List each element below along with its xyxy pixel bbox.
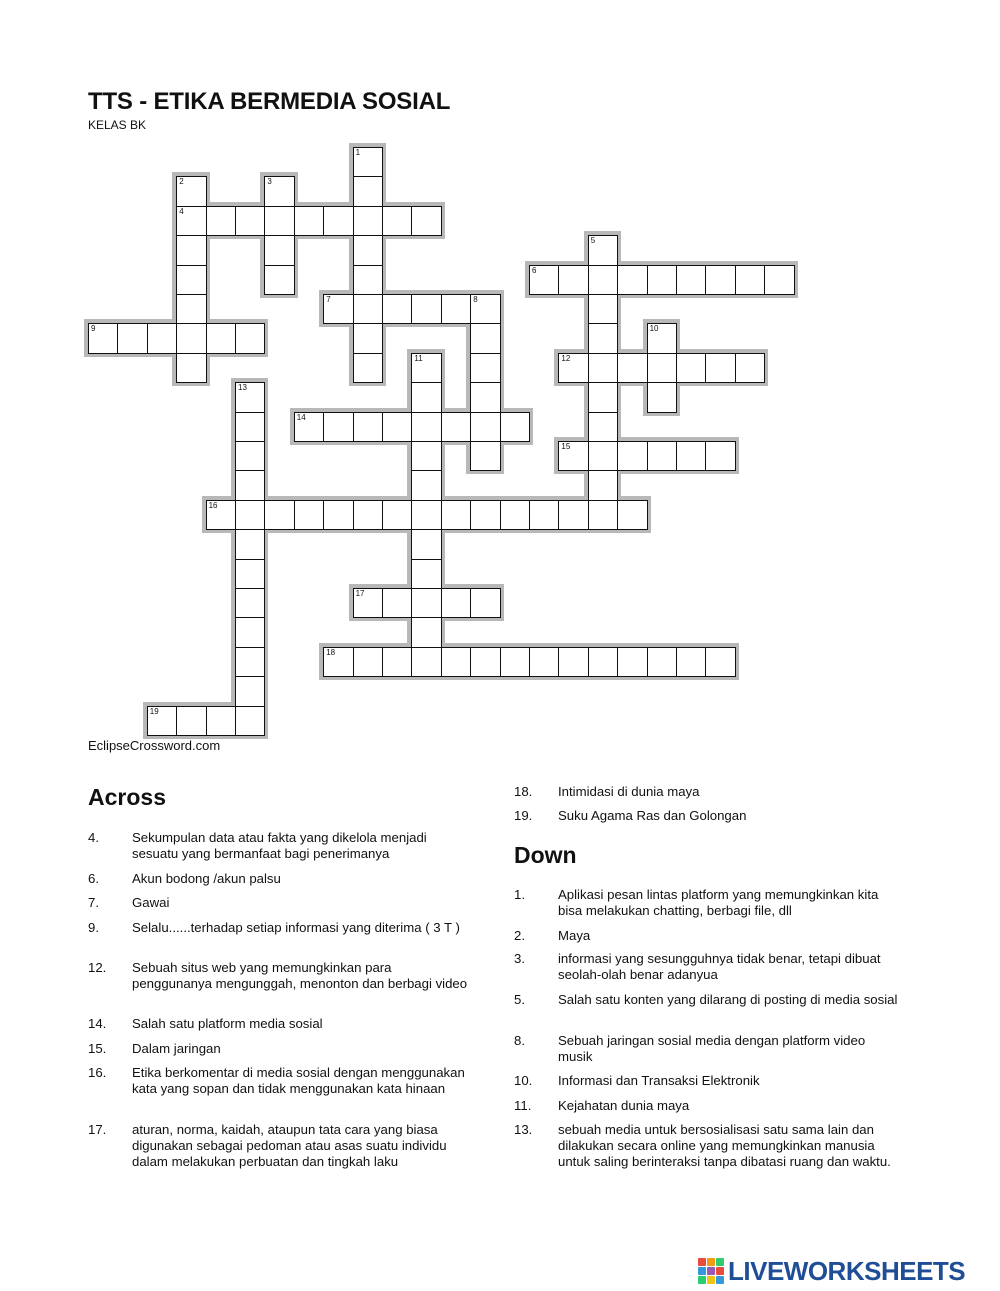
crossword-cell[interactable] (588, 500, 618, 530)
clue-text: Gawai (132, 895, 170, 910)
crossword-cell[interactable] (411, 412, 441, 442)
cell-number: 11 (414, 353, 423, 363)
crossword-cell[interactable] (411, 647, 441, 677)
clue-number: 12. (88, 960, 107, 975)
crossword-cell[interactable] (647, 265, 677, 295)
crossword-cell[interactable] (235, 559, 265, 589)
crossword-cell[interactable] (470, 294, 500, 324)
crossword-cell[interactable] (558, 647, 588, 677)
crossword-cell[interactable] (206, 706, 236, 736)
crossword-cell[interactable] (411, 617, 441, 647)
crossword-cell[interactable] (470, 323, 500, 353)
page-subtitle: KELAS BK (88, 118, 147, 132)
crossword-cell[interactable] (735, 353, 765, 383)
crossword-cell[interactable] (264, 206, 294, 236)
clue-text: Kejahatan dunia maya (558, 1098, 690, 1113)
crossword-cell[interactable] (382, 500, 412, 530)
crossword-cell[interactable] (176, 176, 206, 206)
clue-text: Dalam jaringan (132, 1041, 221, 1056)
crossword-cell[interactable] (676, 353, 706, 383)
crossword-cell[interactable] (558, 353, 588, 383)
crossword-cell[interactable] (588, 353, 618, 383)
crossword-cell[interactable] (441, 412, 471, 442)
crossword-cell[interactable] (647, 441, 677, 471)
clue-number: 19. (514, 808, 533, 823)
clue-text: Sekumpulan data atau fakta yang dikelola menjadi sesuatu yang bermanfaat bagi penerimanya (132, 830, 427, 861)
cell-number: 15 (561, 442, 571, 451)
crossword-cell[interactable] (411, 353, 441, 383)
clue-text: Suku Agama Ras dan Golongan (558, 808, 747, 823)
crossword-cell[interactable] (353, 147, 383, 177)
clue-number: 16. (88, 1065, 107, 1080)
crossword-cell[interactable] (441, 294, 471, 324)
crossword-cell[interactable] (588, 441, 618, 471)
crossword-cell[interactable] (235, 500, 265, 530)
cell-number: 9 (91, 324, 96, 334)
crossword-cell[interactable] (235, 441, 265, 471)
crossword-cell[interactable] (470, 500, 500, 530)
cell-number: 17 (355, 589, 365, 598)
crossword-cell[interactable] (353, 647, 383, 677)
crossword-cell[interactable] (235, 706, 265, 736)
clue-number: 14. (88, 1016, 107, 1031)
crossword-cell[interactable] (176, 706, 206, 736)
crossword-cell[interactable] (353, 235, 383, 265)
crossword-cell[interactable] (558, 265, 588, 295)
crossword-cell[interactable] (529, 647, 559, 677)
cell-number: 2 (179, 177, 184, 187)
crossword-cell[interactable] (411, 206, 441, 236)
clue-number: 18. (514, 784, 533, 799)
crossword-cell[interactable] (264, 500, 294, 530)
crossword-cell[interactable] (676, 647, 706, 677)
cell-number: 8 (473, 295, 478, 304)
crossword-cell[interactable] (764, 265, 794, 295)
cell-number: 7 (326, 295, 331, 304)
crossword-cell[interactable] (588, 647, 618, 677)
cell-number: 4 (179, 206, 184, 216)
crossword-cell[interactable] (235, 470, 265, 500)
crossword-cell[interactable] (588, 470, 618, 500)
crossword-cell[interactable] (147, 706, 177, 736)
crossword-cell[interactable] (88, 323, 118, 353)
crossword-cell[interactable] (235, 382, 265, 412)
crossword-cell[interactable] (470, 588, 500, 618)
clue-text: Etika berkomentar di media sosial dengan menggunakan kata yang sopan dan tidak menggunakan kata hinaan (132, 1065, 465, 1096)
crossword-cell[interactable] (411, 529, 441, 559)
crossword-cell[interactable] (382, 588, 412, 618)
clue-number: 3. (514, 951, 525, 966)
cell-number: 16 (208, 500, 218, 510)
crossword-cell[interactable] (176, 206, 206, 236)
crossword-cell[interactable] (558, 441, 588, 471)
crossword-cell[interactable] (323, 412, 353, 442)
crossword-cell[interactable] (235, 617, 265, 647)
crossword-cell[interactable] (705, 647, 735, 677)
crossword-cell[interactable] (411, 441, 441, 471)
crossword-cell[interactable] (117, 323, 147, 353)
liveworksheets-logo (698, 1255, 966, 1286)
crossword-cell[interactable] (441, 647, 471, 677)
crossword-cell[interactable] (235, 323, 265, 353)
crossword-cell[interactable] (441, 588, 471, 618)
crossword-cell[interactable] (470, 647, 500, 677)
crossword-cell[interactable] (617, 500, 647, 530)
clue-text: Maya (558, 928, 591, 943)
cell-number: 5 (590, 236, 596, 246)
crossword-cell[interactable] (676, 441, 706, 471)
crossword-cell[interactable] (294, 412, 324, 442)
crossword-cell[interactable] (588, 294, 618, 324)
clue-number: 7. (88, 895, 99, 910)
crossword-cell[interactable] (588, 323, 618, 353)
clue-number: 13. (514, 1122, 533, 1137)
crossword-cell[interactable] (411, 559, 441, 589)
clue-text: Salah satu konten yang dilarang di posting di media sosial (558, 992, 898, 1007)
clue-text: Selalu......terhadap setiap informasi yang diterima ( 3 T ) (132, 920, 460, 935)
crossword-cell[interactable] (617, 647, 647, 677)
crossword-cell[interactable] (647, 323, 677, 353)
crossword-cell[interactable] (353, 176, 383, 206)
clue-text: Informasi dan Transaksi Elektronik (558, 1073, 760, 1088)
crossword-cell[interactable] (705, 353, 735, 383)
clue-number: 8. (514, 1033, 525, 1048)
crossword-cell[interactable] (353, 412, 383, 442)
clue-number: 11. (514, 1098, 532, 1113)
cell-number: 1 (355, 148, 361, 157)
cell-number: 3 (267, 177, 272, 187)
crossword-cell[interactable] (353, 500, 383, 530)
logo-grid-icon (698, 1258, 724, 1284)
credit-text: EclipseCrossword.com (88, 738, 221, 753)
cell-number: 14 (296, 412, 306, 422)
cell-number: 12 (561, 353, 571, 363)
crossword-cell[interactable] (411, 294, 441, 324)
crossword-cell[interactable] (323, 294, 353, 324)
cell-number: 10 (649, 324, 659, 334)
crossword-cell[interactable] (176, 265, 206, 295)
crossword-cell[interactable] (470, 382, 500, 412)
crossword-cell[interactable] (588, 412, 618, 442)
crossword-cell[interactable] (705, 441, 735, 471)
crossword-cell[interactable] (353, 294, 383, 324)
crossword-cell[interactable] (235, 412, 265, 442)
crossword-cell[interactable] (470, 353, 500, 383)
crossword-cell[interactable] (617, 353, 647, 383)
across-heading: Across (88, 784, 166, 810)
crossword-cell[interactable] (647, 382, 677, 412)
crossword-cell[interactable] (588, 265, 618, 295)
crossword-cell[interactable] (235, 647, 265, 677)
crossword-cell[interactable] (206, 323, 236, 353)
cell-number: 6 (532, 265, 537, 275)
crossword-cell[interactable] (470, 441, 500, 471)
crossword-cell[interactable] (411, 500, 441, 530)
crossword-cell[interactable] (294, 206, 324, 236)
crossword-cell[interactable] (529, 265, 559, 295)
crossword-cell[interactable] (617, 265, 647, 295)
clue-number: 5. (514, 992, 525, 1007)
page-title: TTS - ETIKA BERMEDIA SOSIAL (88, 88, 451, 115)
crossword-cell[interactable] (353, 323, 383, 353)
crossword-cell[interactable] (500, 500, 530, 530)
clue-number: 9. (88, 920, 99, 935)
clue-number: 6. (88, 871, 99, 886)
crossword-cell[interactable] (588, 235, 618, 265)
crossword-cell[interactable] (441, 500, 471, 530)
crossword-cell[interactable] (235, 588, 265, 618)
clue-number: 2. (514, 928, 525, 943)
cell-number: 13 (238, 383, 247, 393)
crossword-cell[interactable] (264, 176, 294, 206)
crossword-cell[interactable] (353, 206, 383, 236)
crossword-cell[interactable] (206, 500, 236, 530)
crossword-cell[interactable] (647, 353, 677, 383)
crossword-cell[interactable] (382, 647, 412, 677)
crossword-cell[interactable] (323, 206, 353, 236)
crossword-cell[interactable] (235, 529, 265, 559)
crossword-cell[interactable] (294, 500, 324, 530)
crossword-cell[interactable] (588, 382, 618, 412)
crossword-cell[interactable] (176, 235, 206, 265)
crossword-cell[interactable] (235, 676, 265, 706)
down-heading: Down (514, 842, 577, 868)
crossword-cell[interactable] (206, 206, 236, 236)
cell-number: 19 (149, 706, 159, 716)
crossword-cell[interactable] (617, 441, 647, 471)
clue-number: 15. (88, 1041, 107, 1056)
crossword-cell[interactable] (411, 588, 441, 618)
crossword-cell[interactable] (323, 500, 353, 530)
crossword-cell[interactable] (382, 412, 412, 442)
crossword-cell[interactable] (500, 412, 530, 442)
clue-number: 4. (88, 830, 99, 845)
clue-text: sebuah media untuk bersosialisasi satu sama lain dan dilakukan secara online yang memungkinkan manusia untuk saling berinteraksi tanpa dibatasi ruang dan waktu. (558, 1122, 891, 1169)
crossword-cell[interactable] (323, 647, 353, 677)
clue-text: aturan, norma, kaidah, ataupun tata cara yang biasa digunakan sebagai pedoman atau asas suatu individu dalam melakukan perbuatan dan tingkah laku (132, 1122, 447, 1169)
crossword-cell[interactable] (676, 265, 706, 295)
crossword-cell[interactable] (176, 353, 206, 383)
crossword-cell[interactable] (647, 647, 677, 677)
crossword-cell[interactable] (500, 647, 530, 677)
clue-text: Salah satu platform media sosial (132, 1016, 323, 1031)
clue-text: Akun bodong /akun palsu (132, 871, 281, 886)
crossword-cell[interactable] (382, 294, 412, 324)
clue-text: Aplikasi pesan lintas platform yang memungkinkan kita bisa melakukan chatting, berbagi file, dll (558, 887, 879, 918)
crossword-cell[interactable] (353, 588, 383, 618)
crossword-cell[interactable] (264, 235, 294, 265)
clue-text: informasi yang sesungguhnya tidak benar, tetapi dibuat seolah-olah benar adanyua (558, 951, 881, 982)
clue-text: Intimidasi di dunia maya (558, 784, 700, 799)
clue-number: 1. (514, 887, 525, 902)
crossword-cell[interactable] (353, 353, 383, 383)
clue-text: Sebuah jaringan sosial media dengan platform video musik (558, 1033, 866, 1064)
crossword-cell[interactable] (176, 294, 206, 324)
crossword-cell[interactable] (735, 265, 765, 295)
clue-number: 17. (88, 1122, 107, 1137)
crossword-cell[interactable] (264, 265, 294, 295)
crossword-cell[interactable] (470, 412, 500, 442)
crossword-cell[interactable] (382, 206, 412, 236)
crossword-cell[interactable] (235, 206, 265, 236)
clue-number: 10. (514, 1073, 533, 1088)
crossword-cell[interactable] (147, 323, 177, 353)
clue-text: Sebuah situs web yang memungkinkan para penggunanya mengunggah, menonton dan berbagi video (132, 960, 468, 991)
crossword-cell[interactable] (411, 470, 441, 500)
crossword-cell[interactable] (558, 500, 588, 530)
crossword-cell[interactable] (529, 500, 559, 530)
crossword-cell[interactable] (411, 382, 441, 412)
crossword-cell[interactable] (705, 265, 735, 295)
cell-number: 18 (326, 647, 336, 657)
logo-text: LIVEWORKSHEETS (728, 1255, 966, 1286)
crossword-cell[interactable] (353, 265, 383, 295)
crossword-cell[interactable] (176, 323, 206, 353)
